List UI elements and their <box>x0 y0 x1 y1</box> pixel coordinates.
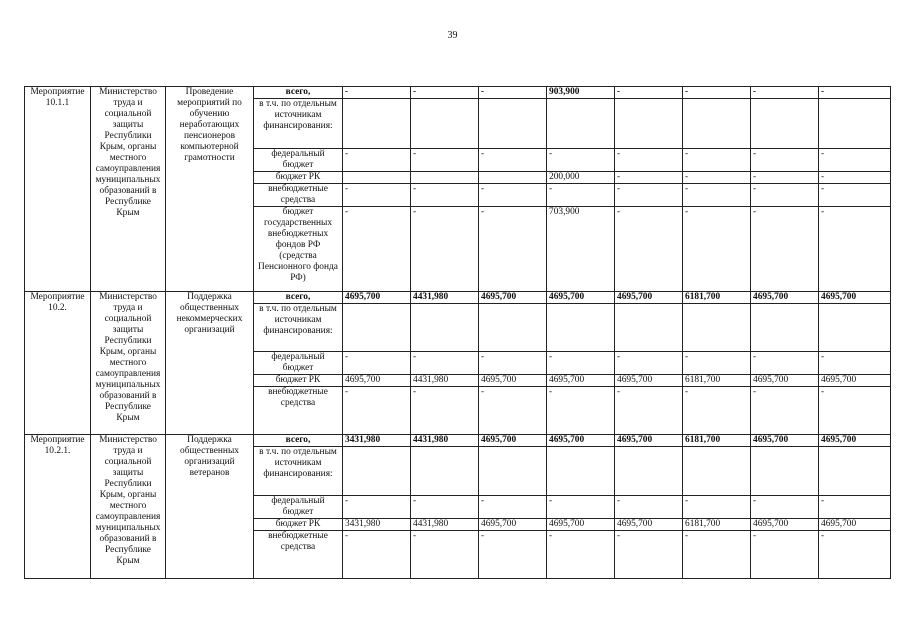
value-cell: - <box>683 496 751 519</box>
value-cell: - <box>751 496 819 519</box>
value-cell: - <box>751 149 819 172</box>
event-name-cell: Мероприятие 10.2.1. <box>25 435 91 579</box>
value-cell <box>819 99 891 149</box>
value-cell: - <box>751 387 819 435</box>
value-cell <box>343 447 411 496</box>
value-cell: - <box>615 496 683 519</box>
funding-source-cell: внебюджетные средства <box>254 184 343 207</box>
value-cell: 4695,700 <box>615 375 683 387</box>
value-cell: - <box>615 184 683 207</box>
value-cell: - <box>615 531 683 579</box>
value-cell: 200,000 <box>547 172 615 184</box>
value-cell <box>547 99 615 149</box>
value-cell: - <box>819 149 891 172</box>
value-cell <box>411 304 479 352</box>
value-cell: - <box>683 172 751 184</box>
value-cell: - <box>343 184 411 207</box>
value-cell: - <box>411 352 479 375</box>
value-cell: - <box>683 352 751 375</box>
description-cell: Поддержка общественных организаций ветеранов <box>166 435 254 579</box>
value-cell: 4431,980 <box>411 519 479 531</box>
funding-source-cell: в т.ч. по отдельным источникам финансирования: <box>254 99 343 149</box>
funding-source-cell: бюджет государственных внебюджетных фондов РФ (средства Пенсионного фонда РФ) <box>254 207 343 292</box>
funding-source-cell: федеральный бюджет <box>254 352 343 375</box>
value-cell: - <box>683 87 751 99</box>
funding-source-cell: внебюджетные средства <box>254 531 343 579</box>
value-cell: 4695,700 <box>751 435 819 447</box>
value-cell: - <box>411 184 479 207</box>
value-cell: 4695,700 <box>547 519 615 531</box>
value-cell: - <box>683 387 751 435</box>
executor-cell: Министерство труда и социальной защиты Республики Крым, органы местного самоуправления муниципальных образований в Республике Крым <box>91 292 166 435</box>
value-cell: - <box>343 207 411 292</box>
value-cell: - <box>751 352 819 375</box>
value-cell: 6181,700 <box>683 375 751 387</box>
value-cell: 4431,980 <box>411 292 479 304</box>
value-cell <box>411 99 479 149</box>
value-cell: - <box>547 149 615 172</box>
value-cell: 4695,700 <box>343 292 411 304</box>
value-cell <box>547 447 615 496</box>
value-cell <box>479 447 547 496</box>
value-cell: - <box>479 387 547 435</box>
value-cell <box>683 304 751 352</box>
table-row <box>25 435 891 447</box>
value-cell: 6181,700 <box>683 435 751 447</box>
value-cell: - <box>479 184 547 207</box>
value-cell: - <box>615 87 683 99</box>
value-cell: - <box>819 352 891 375</box>
table-row <box>25 87 891 99</box>
value-cell <box>411 447 479 496</box>
value-cell: 4431,980 <box>411 435 479 447</box>
value-cell: 4695,700 <box>547 375 615 387</box>
value-cell: - <box>343 352 411 375</box>
value-cell: 4695,700 <box>819 435 891 447</box>
value-cell: - <box>547 387 615 435</box>
funding-source-cell: бюджет РК <box>254 519 343 531</box>
value-cell <box>683 99 751 149</box>
value-cell <box>751 99 819 149</box>
value-cell: - <box>819 531 891 579</box>
value-cell: - <box>343 531 411 579</box>
value-cell: - <box>411 531 479 579</box>
funding-source-cell: бюджет РК <box>254 172 343 184</box>
event-name-cell: Мероприятие 10.2. <box>25 292 91 435</box>
description-cell: Поддержка общественных некоммерческих организаций <box>166 292 254 435</box>
value-cell: 4695,700 <box>819 519 891 531</box>
value-cell: 4695,700 <box>819 375 891 387</box>
value-cell: 4695,700 <box>479 435 547 447</box>
value-cell <box>819 304 891 352</box>
executor-cell: Министерство труда и социальной защиты Республики Крым, органы местного самоуправления муниципальных образований в Республике Крым <box>91 87 166 292</box>
value-cell: 4695,700 <box>343 375 411 387</box>
value-cell: - <box>411 87 479 99</box>
value-cell: - <box>615 172 683 184</box>
value-cell: - <box>343 387 411 435</box>
value-cell: - <box>819 184 891 207</box>
value-cell: - <box>683 184 751 207</box>
value-cell: - <box>479 149 547 172</box>
value-cell <box>343 304 411 352</box>
value-cell: - <box>615 207 683 292</box>
value-cell <box>615 99 683 149</box>
funding-source-cell: в т.ч. по отдельным источникам финансирования: <box>254 304 343 352</box>
value-cell: 6181,700 <box>683 292 751 304</box>
value-cell: 4695,700 <box>479 519 547 531</box>
value-cell <box>615 447 683 496</box>
funding-source-cell: федеральный бюджет <box>254 149 343 172</box>
value-cell: - <box>683 207 751 292</box>
value-cell: - <box>411 387 479 435</box>
value-cell: - <box>547 496 615 519</box>
value-cell: - <box>751 207 819 292</box>
funding-source-cell: всего, <box>254 87 343 99</box>
value-cell: - <box>683 149 751 172</box>
value-cell: - <box>479 207 547 292</box>
value-cell: - <box>751 87 819 99</box>
value-cell <box>547 304 615 352</box>
funding-source-cell: всего, <box>254 435 343 447</box>
value-cell: 903,900 <box>547 87 615 99</box>
value-cell: 4695,700 <box>479 292 547 304</box>
table-row <box>25 292 891 304</box>
value-cell: - <box>819 387 891 435</box>
value-cell: - <box>615 149 683 172</box>
value-cell <box>751 447 819 496</box>
value-cell: - <box>751 531 819 579</box>
value-cell: - <box>479 496 547 519</box>
value-cell: - <box>343 496 411 519</box>
funding-table <box>24 86 891 579</box>
value-cell: 4431,980 <box>411 375 479 387</box>
funding-source-cell: всего, <box>254 292 343 304</box>
funding-source-cell: федеральный бюджет <box>254 496 343 519</box>
value-cell: - <box>819 172 891 184</box>
value-cell: - <box>411 207 479 292</box>
value-cell <box>343 99 411 149</box>
value-cell: - <box>751 184 819 207</box>
value-cell: - <box>343 149 411 172</box>
value-cell <box>819 447 891 496</box>
value-cell <box>343 172 411 184</box>
value-cell <box>751 304 819 352</box>
value-cell: - <box>547 352 615 375</box>
value-cell: - <box>479 87 547 99</box>
page-number: 39 <box>447 30 458 41</box>
value-cell: 4695,700 <box>547 292 615 304</box>
value-cell: - <box>615 387 683 435</box>
value-cell: - <box>751 172 819 184</box>
value-cell: 4695,700 <box>751 375 819 387</box>
value-cell: 3431,980 <box>343 519 411 531</box>
value-cell: 4695,700 <box>547 435 615 447</box>
value-cell: 4695,700 <box>751 292 819 304</box>
value-cell: 4695,700 <box>615 435 683 447</box>
value-cell: 6181,700 <box>683 519 751 531</box>
value-cell: - <box>547 531 615 579</box>
value-cell <box>683 447 751 496</box>
value-cell: - <box>411 149 479 172</box>
value-cell: 4695,700 <box>615 519 683 531</box>
value-cell: - <box>411 496 479 519</box>
value-cell: - <box>819 87 891 99</box>
value-cell: - <box>615 352 683 375</box>
value-cell: - <box>819 207 891 292</box>
value-cell: - <box>547 184 615 207</box>
value-cell: 4695,700 <box>479 375 547 387</box>
funding-source-cell: бюджет РК <box>254 375 343 387</box>
value-cell <box>411 172 479 184</box>
value-cell: 3431,980 <box>343 435 411 447</box>
funding-source-cell: внебюджетные средства <box>254 387 343 435</box>
value-cell <box>615 304 683 352</box>
table-body <box>25 87 891 579</box>
value-cell <box>479 172 547 184</box>
funding-source-cell: в т.ч. по отдельным источникам финансирования: <box>254 447 343 496</box>
value-cell: - <box>479 352 547 375</box>
executor-cell: Министерство труда и социальной защиты Республики Крым, органы местного самоуправления муниципальных образований в Республике Крым <box>91 435 166 579</box>
event-name-cell: Мероприятие 10.1.1 <box>25 87 91 292</box>
value-cell: 4695,700 <box>615 292 683 304</box>
value-cell <box>479 304 547 352</box>
value-cell: - <box>343 87 411 99</box>
value-cell: 4695,700 <box>819 292 891 304</box>
value-cell: 703,900 <box>547 207 615 292</box>
value-cell: - <box>479 531 547 579</box>
value-cell: 4695,700 <box>751 519 819 531</box>
value-cell: - <box>683 531 751 579</box>
value-cell: - <box>819 496 891 519</box>
value-cell <box>479 99 547 149</box>
description-cell: Проведение мероприятий по обучению неработающих пенсионеров компьютерной грамотности <box>166 87 254 292</box>
